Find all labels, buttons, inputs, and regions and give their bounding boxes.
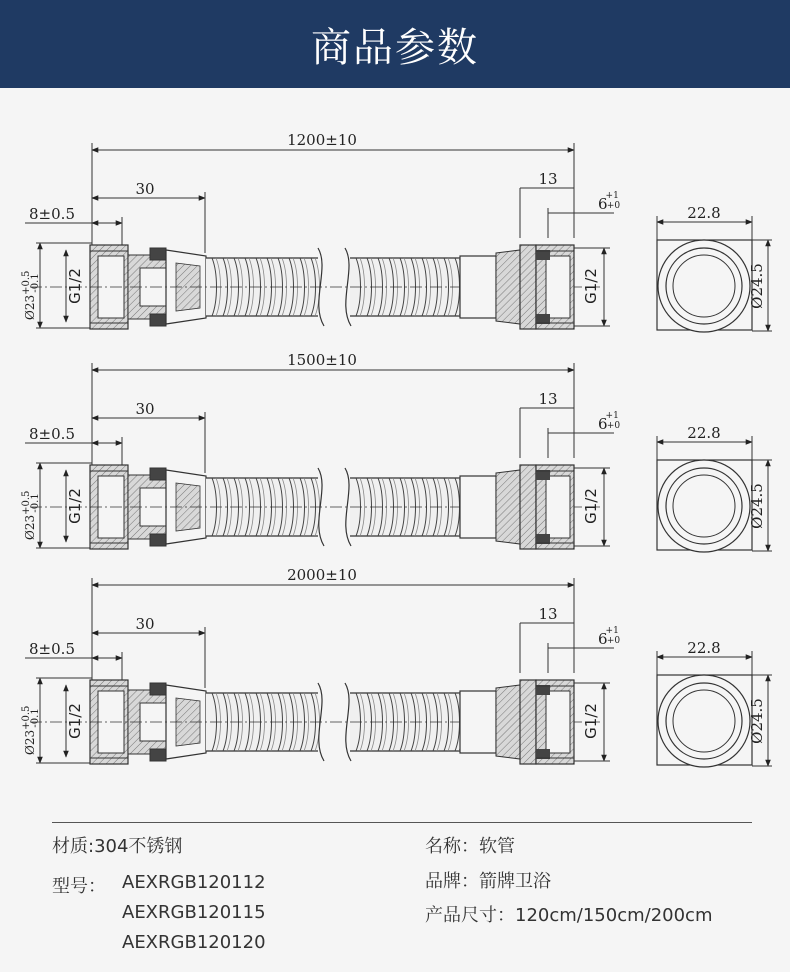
thread-left-label: G1/2 xyxy=(66,488,84,524)
dim-total-length: 1500±10 xyxy=(287,351,357,369)
spec-name: 名称：软管 xyxy=(425,836,515,857)
hose-body-left xyxy=(206,693,320,751)
dim-8: 8±0.5 xyxy=(29,640,75,658)
spec-model-3: AEXRGB120120 xyxy=(122,932,266,953)
dim-6: 6+1 +0 xyxy=(598,191,621,213)
spec-model-label: 型号： xyxy=(52,876,106,897)
dim-8: 8±0.5 xyxy=(29,425,75,443)
dim-13: 13 xyxy=(538,170,558,188)
dim-13: 13 xyxy=(538,605,558,623)
dim-30: 30 xyxy=(135,180,155,198)
hose-body-left xyxy=(206,258,320,316)
dim-dia23: Ø23+0.5-0.1 xyxy=(21,490,41,540)
dim-end-width: 22.8 xyxy=(687,639,721,657)
dim-6: 6+1 +0 xyxy=(598,411,621,433)
thread-left-label: G1/2 xyxy=(66,268,84,304)
dim-8: 8±0.5 xyxy=(29,205,75,223)
end-view xyxy=(657,639,772,767)
dim-dia23: Ø23+0.5-0.1 xyxy=(21,270,41,320)
dim-end-width: 22.8 xyxy=(687,424,721,442)
dim-end-height: Ø24.5 xyxy=(748,263,766,309)
dim-30: 30 xyxy=(135,400,155,418)
dim-end-height: Ø24.5 xyxy=(748,483,766,529)
dim-total-length: 2000±10 xyxy=(287,566,357,584)
spec-model-2: AEXRGB120115 xyxy=(122,902,266,923)
end-view xyxy=(657,204,772,332)
page-title: 商品参数 xyxy=(311,24,479,71)
dim-total-length: 1200±10 xyxy=(287,131,357,149)
dim-end-width: 22.8 xyxy=(687,204,721,222)
spec-brand: 品牌：箭牌卫浴 xyxy=(425,871,551,892)
dim-30: 30 xyxy=(135,615,155,633)
end-view xyxy=(657,424,772,552)
hose-body-left xyxy=(206,478,320,536)
thread-right-label: G1/2 xyxy=(582,703,600,739)
hose-drawing-3 xyxy=(21,566,772,767)
hose-drawing-1 xyxy=(21,131,772,332)
hose-drawing-2 xyxy=(21,351,772,552)
header-banner xyxy=(0,0,790,88)
thread-right-label: G1/2 xyxy=(582,268,600,304)
dim-end-height: Ø24.5 xyxy=(748,698,766,744)
spec-model-1: AEXRGB120112 xyxy=(122,872,266,893)
dim-dia23: Ø23+0.5-0.1 xyxy=(21,705,41,755)
thread-right-label: G1/2 xyxy=(582,488,600,524)
spec-size: 产品尺寸：120cm/150cm/200cm xyxy=(425,905,713,926)
thread-left-label: G1/2 xyxy=(66,703,84,739)
dim-13: 13 xyxy=(538,390,558,408)
technical-drawing xyxy=(0,88,790,818)
divider-line xyxy=(52,822,752,823)
spec-material: 材质:304不锈钢 xyxy=(52,836,183,857)
dim-6: 6+1 +0 xyxy=(598,626,621,648)
